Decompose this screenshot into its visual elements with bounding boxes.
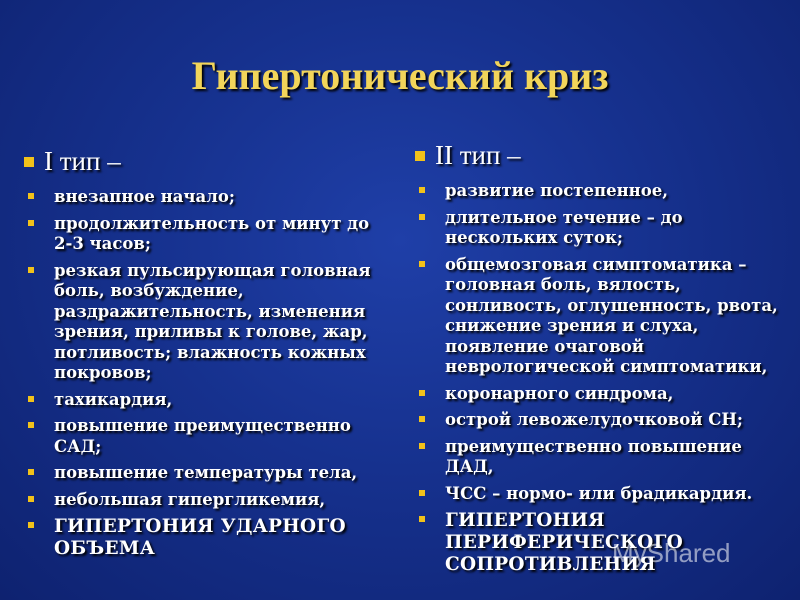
type-1-list	[24, 187, 384, 560]
list-item: коронарного синдрома,	[415, 384, 785, 405]
list-item: продолжительность от минут до 2-3 часов;	[24, 214, 384, 255]
list-item: повышение преимущественно САД;	[24, 416, 384, 457]
square-bullet-icon	[28, 496, 34, 502]
list-item: резкая пульсирующая головная боль, возбуждение, раздражительность, изменения зрения, приливы к голове, жар, потливость; влажность кожных покровов;	[24, 261, 384, 384]
type-2-heading-text: II тип –	[435, 140, 521, 170]
square-bullet-icon	[415, 151, 425, 161]
square-bullet-icon	[419, 443, 425, 449]
type-1-column	[24, 146, 384, 566]
list-item: небольшая гипергликемия,	[24, 490, 384, 511]
list-item: общемозговая симптоматика – головная боль, вялость, сонливость, оглушенность, рвота, снижение зрения и слуха, появление очаговой неврологической симптоматики,	[415, 255, 785, 378]
square-bullet-icon	[28, 193, 34, 199]
square-bullet-icon	[419, 390, 425, 396]
square-bullet-icon	[419, 490, 425, 496]
square-bullet-icon	[28, 422, 34, 428]
square-bullet-icon	[28, 522, 34, 528]
square-bullet-icon	[419, 516, 425, 522]
type-2-heading	[415, 140, 785, 171]
list-item: ГИПЕРТОНИЯ УДАРНОГО ОБЪЕМА	[24, 516, 384, 560]
square-bullet-icon	[28, 267, 34, 273]
list-item: длительное течение – до нескольких суток;	[415, 208, 785, 249]
list-item: ЧСС – нормо- или брадикардия.	[415, 484, 785, 505]
list-item: внезапное начало;	[24, 187, 384, 208]
watermark: MyShared	[612, 538, 731, 568]
square-bullet-icon	[28, 469, 34, 475]
list-item: острой левожелудочковой СН;	[415, 410, 785, 431]
type-1-heading	[24, 146, 384, 177]
type-2-list	[415, 181, 785, 576]
square-bullet-icon	[28, 396, 34, 402]
type-2-column	[415, 140, 785, 582]
square-bullet-icon	[28, 220, 34, 226]
square-bullet-icon	[24, 157, 34, 167]
list-item: повышение температуры тела,	[24, 463, 384, 484]
list-item: развитие постепенное,	[415, 181, 785, 202]
square-bullet-icon	[419, 187, 425, 193]
type-1-heading-text: I тип –	[44, 146, 121, 176]
square-bullet-icon	[419, 261, 425, 267]
list-item: преимущественно повышение ДАД,	[415, 437, 785, 478]
square-bullet-icon	[419, 214, 425, 220]
slide-title: Гипертонический криз	[191, 53, 609, 98]
list-item: ГИПЕРТОНИЯ ПЕРИФЕРИЧЕСКОГО СОПРОТИВЛЕНИЯ	[415, 510, 785, 576]
square-bullet-icon	[419, 416, 425, 422]
list-item: тахикардия,	[24, 390, 384, 411]
